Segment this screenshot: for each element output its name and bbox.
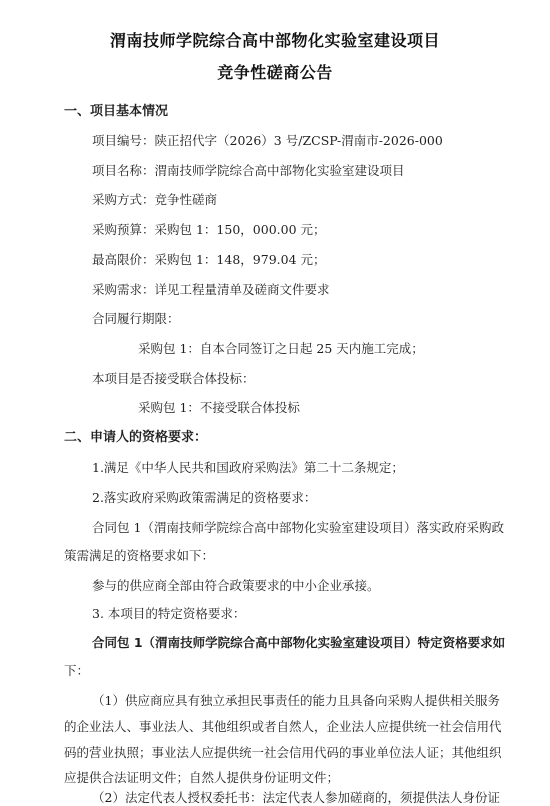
consortium-value: 采购包 1：不接受联合体投标	[138, 400, 300, 415]
requirement1-line2: 的企业法人、事业法人、其他组织或者自然人，企业法人应提供统一社会信用代	[64, 719, 502, 734]
requirement1-line4: 应提供合法证明文件；自然人提供身份证明文件；	[64, 770, 340, 785]
project-name: 项目名称：渭南技师学院综合高中部物化实验室建设项目	[92, 163, 405, 178]
procurement-method: 采购方式：竞争性磋商	[92, 192, 218, 207]
procurement-budget: 采购预算：采购包 1：150，000.00 元；	[92, 222, 326, 237]
qualification-item3: 3. 本项目的特定资格要求：	[92, 606, 246, 621]
qualification-item1: 1.满足《中华人民共和国政府采购法》第二十二条规定；	[92, 460, 404, 475]
max-price: 最高限价：采购包 1：148，979.04 元；	[92, 252, 326, 267]
doc-title-line1: 渭南技师学院综合高中部物化实验室建设项目	[109, 31, 440, 50]
project-number: 项目编号：陕正招代字（2026）3 号/ZCSP-渭南市-2026-000	[92, 133, 443, 148]
requirement1-line3: 码的营业执照；事业法人应提供统一社会信用代码的事业单位法人证；其他组织	[64, 745, 502, 760]
package-special-suffix: ）特定资格要求如	[405, 635, 506, 650]
package-special-prefix: 合同包 1（	[92, 635, 156, 650]
package-special-project-name: 渭南技师学院综合高中部物化实验室建设项目	[155, 635, 406, 650]
package-prefix: 合同包 1（	[92, 520, 154, 535]
section2-heading: 二、申请人的资格要求：	[64, 430, 208, 445]
qualification-item2: 2.落实政府采购政策需满足的资格要求：	[92, 490, 317, 505]
consortium-label: 本项目是否接受联合体投标：	[92, 371, 255, 386]
requirement1-line1: （1）供应商应具有独立承担民事责任的能力且具备向采购人提供相关服务	[92, 693, 500, 708]
package-policy-suffix: ）落实政府采购政	[403, 520, 504, 535]
sme-requirement: 参与的供应商全部由符合政策要求的中小企业承接。	[92, 578, 380, 593]
contract-period-value: 采购包 1：自本合同签订之日起 25 天内施工完成；	[138, 341, 424, 356]
package-policy-line	[92, 520, 550, 536]
package-policy-continuation: 策需满足的资格要求如下：	[64, 548, 215, 563]
section1-heading: 一、项目基本情况	[64, 104, 169, 119]
doc-title-line2: 竞争性磋商公告	[217, 63, 333, 82]
package-special-line	[92, 635, 550, 651]
package-special-continuation: 下：	[64, 663, 90, 678]
procurement-requirement: 采购需求：详见工程量清单及磋商文件要求	[92, 282, 330, 297]
package-project-name: 渭南技师学院综合高中部物化实验室建设项目	[153, 520, 404, 535]
contract-period-label: 合同履行期限：	[92, 311, 180, 326]
requirement2-line1: （2）法定代表人授权委托书：法定代表人参加磋商的，须提供法人身份证	[92, 790, 500, 805]
